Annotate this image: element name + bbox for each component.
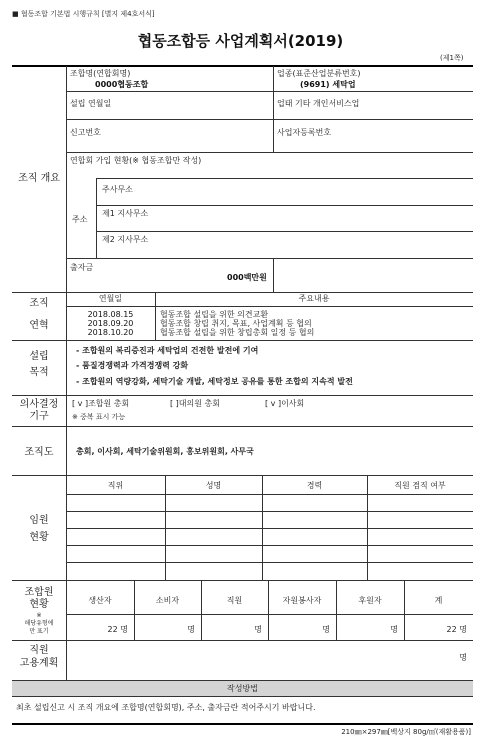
row-line (12, 696, 473, 697)
decision-general-assembly-checkbox[interactable]: [ v ]조합원 총회 (72, 399, 130, 408)
business-number-label: 사업자등록번호 (277, 128, 332, 137)
paper-spec: 210㎜×297㎜[백상지 80g/㎡(재활용품)] (341, 728, 471, 736)
officers-label-1: 임원 (29, 515, 49, 526)
overview-mid-divider (273, 66, 274, 152)
decision-label-1: 의사결정 (19, 399, 59, 410)
section-line (12, 292, 473, 293)
history-content-1: 협동조합 설립을 위한 의견교환 (160, 310, 269, 319)
officers-header-position: 직위 (107, 481, 124, 490)
officers-header-name: 성명 (205, 481, 222, 490)
history-content-2: 협동조합 창립 취지, 목표, 사업계획 등 협의 (160, 319, 312, 328)
branch1-label: 제1 지사무소 (102, 209, 149, 218)
employment-label-2: 고용계획 (19, 658, 59, 669)
row-line (66, 258, 473, 259)
industry-label: 업종(표준산업분류번호) (277, 69, 361, 78)
row-line (66, 528, 473, 529)
section-line (12, 340, 473, 341)
table-top-border (12, 65, 473, 67)
history-label-2: 연혁 (29, 320, 49, 331)
members-value-volunteer: 명 (322, 625, 330, 634)
purpose-item-2: - 품질경쟁력과 가격경쟁력 강화 (76, 361, 189, 370)
row-line (96, 231, 473, 232)
members-header-consumer: 소비자 (155, 596, 180, 605)
members-note-3: 만 표기 (29, 628, 49, 635)
members-value-consumer: 명 (187, 625, 195, 634)
registration-number-label: 신고번호 (70, 128, 101, 137)
purpose-item-1: - 조합원의 복리증진과 세탁업의 건전한 발전에 기여 (76, 346, 259, 355)
decision-label-2: 기구 (29, 411, 49, 422)
decision-board-checkbox[interactable]: [ v ]이사회 (265, 399, 305, 408)
row-line (96, 178, 473, 179)
union-name-value: 0000협동조합 (95, 80, 149, 89)
capital-divider (273, 258, 274, 292)
history-date-header: 연월일 (98, 294, 123, 303)
members-label-2: 현황 (29, 599, 49, 610)
employment-unit: 명 (459, 653, 467, 662)
members-header-producer: 생산자 (88, 596, 112, 605)
purpose-item-3: - 조합원의 역량강화, 세탁기술 개발, 세탁정보 공유를 통한 조합의 지속적 발전 (76, 377, 353, 386)
row-line (66, 562, 473, 563)
members-header-employee: 직원 (226, 596, 243, 605)
section-line (12, 426, 473, 427)
instructions-title: 작성방법 (227, 684, 258, 693)
members-label-1: 조합원 (24, 587, 54, 598)
capital-value: 000백만원 (227, 273, 267, 282)
org-chart-value: 총회, 이사회, 세탁기술위원회, 홍보위원회, 사무국 (76, 447, 254, 456)
section-line (12, 640, 473, 641)
purpose-label-1: 설립 (29, 351, 49, 362)
founded-label: 설립 연월일 (70, 99, 112, 108)
section-line (12, 475, 473, 476)
members-header-total: 계 (434, 596, 443, 605)
org-chart-label: 조직도 (24, 447, 54, 458)
union-name-label: 조합명(연합회명) (70, 69, 131, 78)
members-value-sponsor: 명 (390, 625, 398, 634)
members-value-producer: 22 명 (107, 625, 128, 634)
row-line (96, 205, 473, 206)
address-divider (96, 178, 97, 258)
row-line (66, 545, 473, 546)
page-number: (제1쪽) (440, 54, 464, 62)
row-line (66, 306, 473, 307)
history-date-2: 2018.09.20 (87, 319, 134, 328)
history-content-3: 협동조합 설립을 위한 창립총회 일정 등 협의 (160, 328, 315, 337)
branch2-label: 제2 지사무소 (102, 235, 149, 244)
section-line (12, 395, 473, 396)
officers-header-concurrent: 직원 겸직 여부 (394, 481, 446, 490)
row-line (66, 91, 473, 92)
members-value-employee: 명 (254, 625, 262, 634)
row-line (66, 494, 473, 495)
employment-label-1: 직원 (29, 645, 49, 656)
officers-label-2: 현황 (29, 532, 49, 543)
members-note-2: 해당유형에 (24, 620, 54, 627)
history-content-header: 주요내용 (298, 294, 330, 303)
members-header-sponsor: 후원자 (358, 596, 382, 605)
history-date-3: 2018.10.20 (87, 328, 134, 337)
members-note-1: ※ (36, 612, 42, 619)
industry-value: (9691) 세탁업 (300, 80, 356, 89)
purpose-label-2: 목적 (29, 367, 49, 378)
head-office-label: 주사무소 (102, 185, 133, 194)
overview-label: 조직 개요 (18, 173, 60, 184)
members-header-volunteer: 자원봉사자 (282, 596, 322, 605)
federation-label: 연합회 가입 현황(※ 협동조합만 작성) (70, 156, 202, 165)
row-line (66, 614, 473, 615)
address-label: 주소 (72, 215, 88, 224)
decision-note: ※ 중복 표시 가능 (72, 413, 126, 421)
officers-header-career: 경력 (306, 481, 323, 490)
label-column-divider (66, 66, 67, 680)
row-line (66, 152, 473, 153)
row-line (66, 119, 473, 120)
decision-delegate-assembly-checkbox[interactable]: [ ]대의원 총회 (170, 399, 220, 408)
table-bottom-border (12, 723, 473, 725)
history-label-1: 조직 (29, 298, 49, 309)
form-reference-note: ■ 협동조합 기본법 시행규칙 [별지 제4호서식] (12, 10, 155, 18)
history-date-1: 2018.08.15 (87, 310, 134, 319)
row-line (66, 511, 473, 512)
business-type-value: 업태 기타 개인서비스업 (277, 99, 360, 108)
members-value-total: 22 명 (446, 625, 467, 634)
capital-label: 출자금 (70, 263, 94, 272)
page-title: 협동조합등 사업계획서(2019) (137, 32, 344, 50)
instructions-text: 최초 설립신고 시 조직 개요에 조합명(연합회명), 주소, 출자금란 적어주시기 바랍니다. (16, 703, 316, 712)
